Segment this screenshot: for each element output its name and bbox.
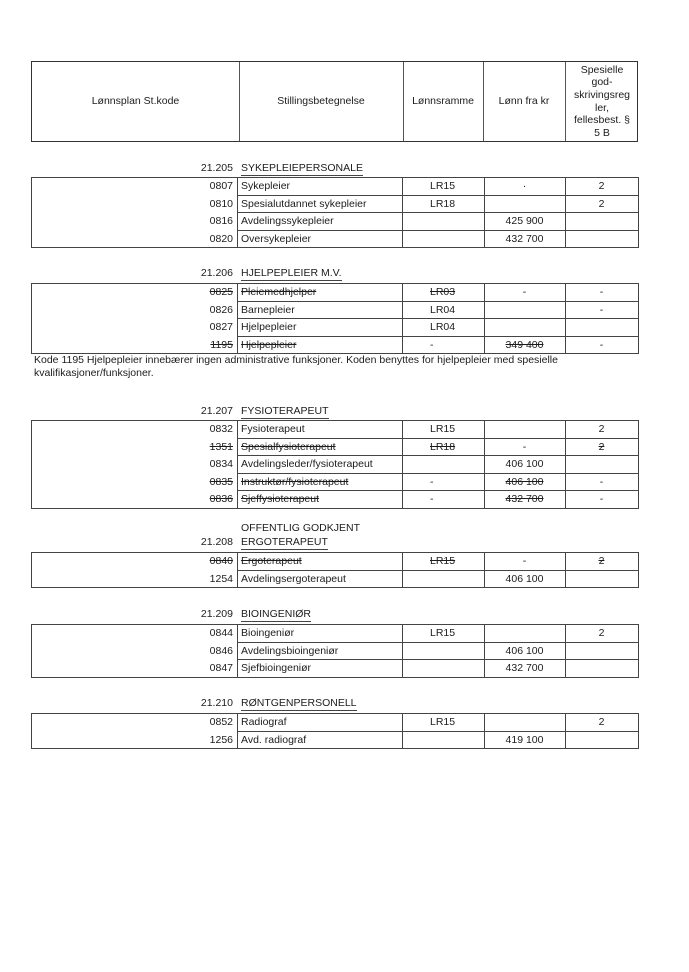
row-code: 0826 [209,303,233,316]
row-divider [237,731,638,732]
row-special-rules: - [599,493,604,505]
row-code: 0844 [209,627,233,639]
table-top-border [31,713,638,714]
row-position-name: Sjefbioingeniør [241,662,312,674]
row-code: 0852 [209,716,233,728]
row-special-rules: 2 [598,197,605,210]
row-divider [237,570,638,571]
table-left-border [31,713,32,748]
table-right-border [638,713,639,749]
row-salary-from: 406 100 [505,458,544,470]
table-bottom-border [31,508,638,509]
row-salary-frame: - [430,493,434,505]
column-divider [237,420,238,508]
section-title: BIOINGENIØR [241,608,312,620]
row-code: 0825 [209,286,233,298]
header-plan-code: Lønnsplan St.kode [91,95,180,108]
header-special-line: fellesbest. § [573,114,631,127]
row-salary-from: 406 100 [505,572,544,585]
row-position-name: Avdelingsleder/fysioterapeut [241,458,373,470]
row-position-name: Spesialutdannet sykepleier [241,197,367,210]
section-code: 21.209 [200,608,233,620]
table-left-border [31,283,32,353]
row-salary-from: 349 400 [505,338,544,351]
row-code: 0847 [209,662,233,674]
row-code: 1254 [209,572,233,585]
table-left-border [31,552,32,587]
row-salary-from: - [522,440,527,453]
section-title-second-line: ERGOTERAPEUT [241,536,328,548]
row-salary-frame: LR15 [430,627,456,639]
section-code: 21.207 [200,405,233,417]
column-divider [402,420,403,508]
row-salary-from: - [522,555,527,567]
row-position-name: Radiograf [241,716,287,728]
row-position-name: Avdelingssykepleier [241,215,334,227]
row-code: 0832 [209,423,233,435]
row-divider [237,301,638,302]
row-salary-frame: LR04 [430,303,456,316]
row-divider [237,659,638,660]
row-code: 0834 [209,458,233,470]
row-salary-frame: LR15 [430,180,456,192]
section-title: SYKEPLEIEPERSONALE [241,162,363,174]
row-salary-frame: LR15 [430,423,456,435]
row-salary-frame: LR15 [430,555,456,567]
row-salary-from: 406 100 [505,644,544,657]
row-code: 0827 [209,321,233,333]
row-salary-from: - [522,286,527,298]
header-special-line: skrivingsreg [573,88,631,101]
row-special-rules: 2 [598,423,605,435]
table-left-border [31,624,32,677]
row-position-name: Avdelingsbioingeniør [241,644,339,657]
row-position-name: Avd. radiograf [241,733,307,746]
row-code: 0835 [209,475,233,488]
section-title: OFFENTLIG GODKJENT [241,522,361,534]
row-salary-frame: LR03 [430,286,456,298]
table-bottom-border [31,677,638,678]
row-divider [237,212,638,213]
row-divider [237,642,638,643]
row-divider [237,195,638,196]
row-position-name: Fysioterapeut [241,423,305,435]
row-salary-frame: LR18 [430,197,456,210]
row-salary-frame: - [430,475,434,488]
section-title: FYSIOTERAPEUT [241,405,329,417]
row-code: 0816 [209,215,233,227]
table-header [31,61,638,142]
table-top-border [31,283,638,284]
table-right-border [638,552,639,588]
row-special-rules: 2 [598,555,605,567]
row-code: 0840 [209,555,233,567]
header-special-line: 5 B [594,126,610,139]
row-salary-from: 432 700 [505,232,544,245]
row-salary-frame: LR04 [430,321,456,333]
row-salary-from: · [522,180,527,192]
column-divider [237,624,238,677]
row-position-name: Ergoterapeut [241,555,302,567]
header-special-rules [565,62,639,141]
row-code: 0820 [209,232,233,245]
section-title: RØNTGENPERSONELL [241,697,357,709]
row-salary-frame: LR15 [430,716,456,728]
table-bottom-border [31,247,638,248]
row-code: 1256 [209,733,233,746]
row-code: 0807 [209,180,233,192]
row-special-rules: 2 [598,627,605,639]
table-right-border [638,624,639,678]
header-position-title: Stillingsbetegnelse [277,95,365,108]
row-divider [237,490,638,491]
row-code: 1195 [210,338,233,351]
row-position-name: Spesialfysioterapeut [241,440,336,453]
table-left-border [31,420,32,508]
row-position-name: Sykepleier [241,180,291,192]
row-position-name: Sjeffysioterapeut [241,493,320,505]
header-special-line: god- [591,76,613,89]
section-code: 21.208 [200,536,233,548]
row-salary-frame: - [430,338,434,351]
section-note: Kode 1195 Hjelpepleier innebærer ingen administrative funksjoner. Koden benyttes for hjelpepleier med spesielle kvalifikasjoner/funksjoner. [34,354,558,379]
row-divider [237,230,638,231]
row-position-name: Oversykepleier [241,232,312,245]
row-divider [237,336,638,337]
table-top-border [31,552,638,553]
row-special-rules: - [599,338,604,351]
table-right-border [638,420,639,509]
table-right-border [638,283,639,354]
row-position-name: Hjelpepleier [241,338,297,351]
row-code: 0846 [209,644,233,657]
row-special-rules: 2 [598,716,605,728]
row-salary-from: 406 100 [505,475,544,488]
table-right-border [638,177,639,248]
row-special-rules: 2 [598,180,605,192]
row-divider [237,455,638,456]
header-salary-from: Lønn fra kr [498,95,550,108]
row-divider [237,438,638,439]
row-divider [237,473,638,474]
row-special-rules: 2 [598,440,605,453]
header-special-line: ler, [594,101,609,114]
row-position-name: Avdelingsergoterapeut [241,572,346,585]
section-title: HJELPEPLEIER M.V. [241,267,342,279]
row-salary-from: 432 700 [505,662,544,674]
row-position-name: Barnepleier [241,303,295,316]
row-special-rules: - [599,303,604,316]
row-position-name: Hjelpepleier [241,321,297,333]
row-salary-from: 419 100 [505,733,544,746]
section-code: 21.210 [200,697,233,709]
section-code: 21.205 [200,162,233,174]
table-top-border [31,624,638,625]
row-special-rules: - [599,475,604,488]
header-special-line: Spesielle [580,63,624,76]
row-position-name: Bioingeniør [241,627,295,639]
row-code: 0836 [209,493,233,505]
table-top-border [31,420,638,421]
row-divider [237,318,638,319]
row-code: 0810 [209,197,233,210]
column-divider [402,624,403,677]
row-salary-from: 425 900 [505,215,544,227]
row-special-rules: - [599,286,604,298]
row-code: 1351 [209,440,233,453]
header-salary-frame: Lønnsramme [412,95,474,108]
section-code: 21.206 [200,267,233,279]
row-salary-from: 432 700 [505,493,544,505]
row-position-name: Pleiemedhjelper [241,286,317,298]
table-left-border [31,177,32,247]
table-top-border [31,177,638,178]
row-salary-frame: LR18 [430,440,456,453]
table-bottom-border [31,587,638,588]
row-position-name: Instruktør/fysioterapeut [241,475,349,488]
table-bottom-border [31,748,638,749]
